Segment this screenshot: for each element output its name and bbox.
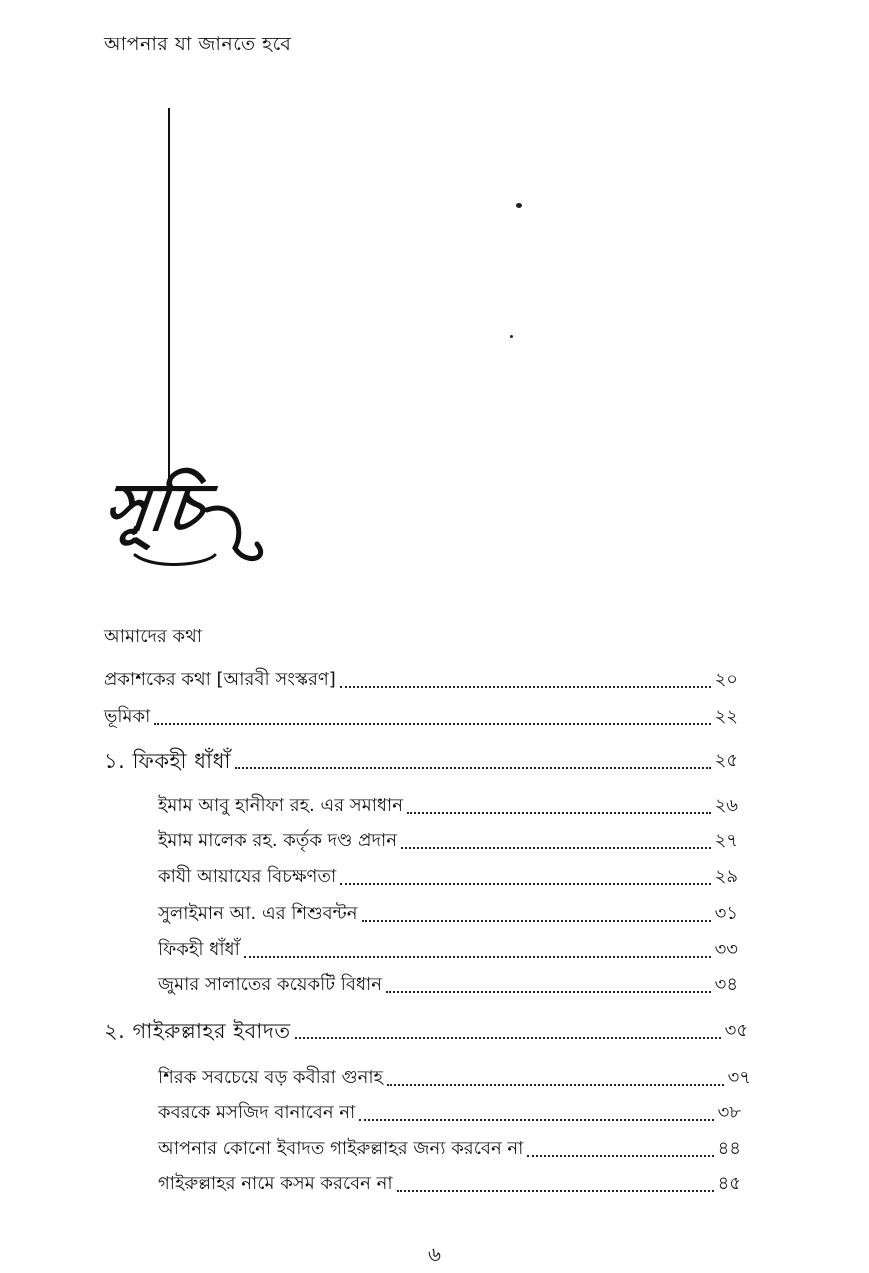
page-number: ৬ — [427, 1242, 441, 1266]
ink-speck — [516, 203, 522, 208]
toc-entry-page: ৩৮ — [717, 1102, 741, 1123]
toc-entry-title: জুমার সালাতের কয়েকটি বিধান — [158, 974, 382, 995]
dot-leader — [244, 956, 711, 958]
toc-entry-title: ২. গাইরুল্লাহর ইবাদত — [104, 1019, 291, 1043]
toc-entry-page: ২৬ — [714, 795, 738, 816]
toc-entry-title: কবরকে মসজিদ বানাবেন না — [158, 1102, 356, 1123]
dot-leader — [154, 723, 710, 725]
toc-entry-title: ইমাম আবু হানীফা রহ. এর সমাধান — [158, 795, 403, 816]
decorative-vertical-line — [168, 108, 170, 480]
toc-entry[interactable] — [158, 1166, 741, 1196]
dot-leader — [401, 847, 711, 849]
toc-entry-page: ২০ — [714, 669, 738, 690]
toc-entry-title: শিরক সবচেয়ে বড় কবীরা গুনাহ — [158, 1067, 384, 1088]
toc-entry-title: আপনার কোনো ইবাদত গাইরুল্লাহর জন্য করবেন না — [158, 1138, 524, 1159]
dot-leader — [359, 1119, 713, 1121]
toc-chapter-entry[interactable] — [104, 743, 738, 773]
toc-title-text: সূচি — [100, 468, 208, 546]
toc-entry-title: কাযী আয়াযের বিচক্ষণতা — [158, 866, 337, 887]
dot-leader — [387, 1084, 724, 1086]
toc-entry[interactable] — [158, 967, 738, 997]
toc-entry-page: ২২ — [714, 706, 738, 727]
toc-entry-page: ৩৫ — [724, 1020, 748, 1041]
dot-leader — [235, 767, 711, 769]
toc-chapter-entry[interactable] — [104, 1013, 748, 1043]
toc-entry-page: ৪৫ — [717, 1173, 741, 1194]
title-swash-icon — [95, 470, 270, 580]
running-header: আপনার যা জানতে হবে — [104, 33, 292, 55]
toc-entry-title: ভূমিকা — [104, 706, 151, 727]
toc-entry[interactable] — [158, 1060, 751, 1090]
toc-intro-heading: আমাদের কথা — [104, 626, 202, 647]
dot-leader — [362, 920, 711, 922]
toc-entry-page: ৩১ — [714, 903, 738, 924]
toc-entry[interactable] — [104, 699, 738, 729]
toc-entry-page: ৩৭ — [727, 1067, 751, 1088]
toc-entry-page: ৩৩ — [714, 939, 738, 960]
dot-leader — [295, 1037, 721, 1039]
toc-entry[interactable] — [158, 1131, 741, 1161]
dot-leader — [527, 1155, 713, 1157]
toc-entry-page: ২৫ — [714, 750, 738, 771]
toc-entry-title: প্রকাশকের কথা [আরবী সংস্করণ] — [104, 669, 336, 690]
toc-entry[interactable] — [158, 859, 738, 889]
dot-leader — [407, 812, 711, 814]
toc-entry-page: ৩৪ — [714, 974, 738, 995]
toc-entry[interactable] — [158, 896, 738, 926]
toc-entry-page: ২৭ — [714, 830, 738, 851]
dot-leader — [340, 883, 710, 885]
toc-entry[interactable] — [104, 662, 738, 692]
dot-leader — [397, 1190, 714, 1192]
toc-entry[interactable] — [158, 823, 738, 853]
toc-entry[interactable] — [158, 788, 738, 818]
toc-entry-title: ফিকহী ধাঁধাঁ — [158, 939, 240, 960]
toc-entry[interactable] — [158, 1095, 741, 1125]
toc-title — [95, 470, 270, 580]
toc-entry-title: ১. ফিকহী ধাঁধাঁ — [104, 749, 231, 773]
toc-entry-page: ৪৪ — [717, 1138, 741, 1159]
toc-entry-page: ২৯ — [714, 866, 738, 887]
dot-leader — [340, 686, 711, 688]
dot-leader — [386, 991, 711, 993]
toc-entry-title: সুলাইমান আ. এর শিশুবন্টন — [158, 903, 358, 924]
toc-entry[interactable] — [158, 932, 738, 962]
ink-speck — [510, 335, 513, 338]
toc-entry-title: ইমাম মালেক রহ. কর্তৃক দণ্ড প্রদান — [158, 830, 397, 851]
toc-entry-title: গাইরুল্লাহর নামে কসম করবেন না — [158, 1173, 393, 1194]
